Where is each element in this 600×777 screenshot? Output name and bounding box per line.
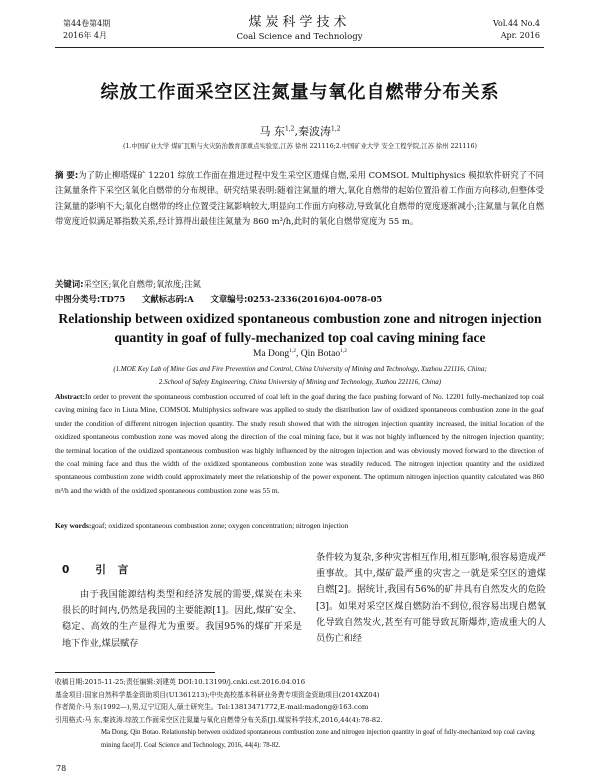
author-superscript-en: 1,2 xyxy=(340,348,347,354)
section-heading xyxy=(62,562,302,577)
footnote-author: 作者简介:马 东(1992—),男,辽宁辽阳人,硕士研究生。Tel:13813471772,E-mail:madong@163.com xyxy=(55,703,369,712)
footnotes xyxy=(55,676,544,752)
footnote-fund: 基金项目:国家自然科学基金资助项目(U1361213);中央高校基本科研业务费专项资金资助项目(2014XZ04) xyxy=(55,690,380,699)
page-number: 78 xyxy=(56,764,67,773)
body-paragraph: 由于我国能源结构类型和经济发展的需要,煤炭在未来很长的时间内,仍然是我国的主要能源[1]。因此,煤矿安全、稳定、高效的生产显得尤为重要。我国95%的煤矿开采是地下作业,煤层赋存 xyxy=(62,589,302,649)
footnote-received: 收稿日期:2015-11-25;责任编辑:刘建英 DOI:10.13199/j.cnki.cst.2016.04.016 xyxy=(55,678,306,686)
section-title: 引言 xyxy=(95,564,141,576)
authors-cn xyxy=(0,123,600,139)
affiliation-en-line: (1.MOE Key Lab of Mine Gas and Fire Prevention and Control, China University of Mining and Technology, Xuzhou 221116, China; xyxy=(113,365,487,373)
clc-value: TD75 xyxy=(100,294,126,304)
footnote-rule xyxy=(55,672,215,673)
doc-code-label: 文献标志码: xyxy=(142,294,188,304)
author-superscript: 1,2 xyxy=(331,125,341,133)
article-number-value: 0253-2336(2016)04-0078-05 xyxy=(247,294,383,304)
keywords-label-en: Key words: xyxy=(55,521,92,530)
affiliation-en xyxy=(50,363,550,389)
keywords-text-en: goaf; oxidized spontaneous combustion zone; oxygen concentration; nitrogen injection xyxy=(91,521,349,530)
abstract-label-en: Abstract: xyxy=(55,392,85,401)
section-number: 0 xyxy=(62,564,70,576)
keywords-text-cn: 采空区;氧化自燃带;氧浓度;注氮 xyxy=(83,279,201,289)
keywords-en xyxy=(55,521,544,530)
abstract-text-en: In order to prevent the spontaneous combustion occurred of coal left in the goaf during the face pushing forward of No. 12201 fully-mechanized top coal caving mining face in Liuta Mine, COMSOL Multiphysics software was applied to study the distribution law of oxidized spontaneous combustion zone in the goaf under the condition of different nitrogen injection quantity. The study result showed that with the nitrogen injection quantity increased, the initial location of the oxidized spontaneous combustion zone was moved along the direction of the coal mining face, but it was not highly influenced by the nitrogen injection quantity; the terminal location of the oxidized spontaneous combustion was highly influenced by the nitrogen injection and was obviously moved forward to the direction of the coal mining face and thus the width of the oxidized spontaneous combustion zone was steadily reduced. The nitrogen injection quantity and the oxidized spontaneous combustion zone width could approximately meet the relationship of the power exponent. The optimum nitrogen injection quantity calculated was 860 m³/h and the width of the oxidized spontaneous combustion zone was 55 m. xyxy=(55,392,544,495)
authors-en xyxy=(0,348,600,359)
affiliation-en-line: 2.School of Safety Engineering, China University of Mining and Technology, Xuzhou 221116, China) xyxy=(158,378,442,386)
author-name: 秦波涛 xyxy=(298,125,331,138)
abstract-en xyxy=(55,390,544,497)
body-column-right xyxy=(316,550,546,647)
volume-number-en: Vol.44 No.4 xyxy=(493,19,540,28)
author-name-en: Qin Botao xyxy=(300,349,341,360)
clc-label: 中图分类号: xyxy=(55,294,101,304)
affiliation-cn: (1.中国矿业大学 煤矿瓦斯与火灾防治教育部重点实验室,江苏 徐州 221116;2.中国矿业大学 安全工程学院,江苏 徐州 221116) xyxy=(123,143,477,150)
article-number-label: 文章编号: xyxy=(210,294,248,304)
author-name: 马 东 xyxy=(259,125,285,138)
footnote-citation-en: Ma Dong, Qin Botao. Relationship between oxidized spontaneous combustion zone and nitrogen injection quantity in goaf of fully-mechanized top coal caving mining face[J]. Coal Science and Technology, 2016, 44(4): 78-82. xyxy=(101,728,535,749)
header-center xyxy=(55,14,544,43)
journal-name-en: Coal Science and Technology xyxy=(236,32,363,42)
classification-row xyxy=(55,293,544,305)
doc-code-field xyxy=(142,294,194,304)
author-superscript: 1,2 xyxy=(284,125,295,133)
paper-title-en: Relationship between oxidized spontaneous combustion zone and nitrogen injection quantity in goaf of fully-mechanized top coal caving mining face xyxy=(58,311,542,345)
date-cn: 2016年 4月 xyxy=(63,31,107,40)
volume-issue-cn: 第44卷第4期 xyxy=(63,19,111,28)
abstract-cn xyxy=(55,168,544,230)
author-superscript-en: 1,2 xyxy=(289,348,297,354)
running-header xyxy=(55,14,544,48)
journal-name-cn: 煤炭科学技术 xyxy=(248,15,351,30)
abstract-text-cn: 为了防止柳塔煤矿 12201 综放工作面在推进过程中发生采空区遗煤自燃,采用 COMSOL Multiphysics 模拟软件研究了不同注氮量条件下采空区氧化自燃带的分布规律。研究结果表明:随着注氮量的增大,氧化自燃带的起始位置沿着工作面方向移动,但整体受注氮量的影响不大;氧化自燃带的终止位置受注氮影响较大,明显向工作面方向移动,导致氧化自燃带的宽度逐渐减小;注氮量与氧化自燃带宽度近似满足幂指数关系,经计算得出最佳注氮量为 860 m³/h,此时的氧化自燃带宽度为 55 m。 xyxy=(55,170,544,227)
author-separator-en: , xyxy=(296,349,301,360)
date-en: Apr. 2016 xyxy=(500,31,540,40)
clc-field xyxy=(55,294,125,304)
header-right xyxy=(493,18,540,42)
abstract-label-cn: 摘 要: xyxy=(55,170,79,180)
author-separator: , xyxy=(294,125,298,138)
body-column-left xyxy=(62,562,302,652)
keywords-cn xyxy=(55,278,544,290)
paper-title-cn: 综放工作面采空区注氮量与氧化自燃带分布关系 xyxy=(100,82,500,103)
doc-code-value: A xyxy=(187,294,194,304)
body-paragraph: 条件较为复杂,多种灾害相互作用,相互影响,很容易造成严重事故。其中,煤矿最严重的灾害之一就是采空区的遗煤自燃[2]。据统计,我国有56%的矿井具有自然发火的危险[3]。如果对采空区煤自燃防治不到位,很容易出现自燃氧化导致自然发火,甚至有可能导致瓦斯爆炸,造成重大的人员伤亡和经 xyxy=(316,552,546,645)
keywords-label-cn: 关键词: xyxy=(55,279,84,289)
author-name-en: Ma Dong xyxy=(253,349,290,360)
footnote-citation-cn: 引用格式:马 东,秦波涛.综放工作面采空区注氮量与氧化自燃带分布关系[J].煤炭科学技术,2016,44(4):78-82. xyxy=(55,716,383,725)
article-number-field xyxy=(210,294,382,304)
